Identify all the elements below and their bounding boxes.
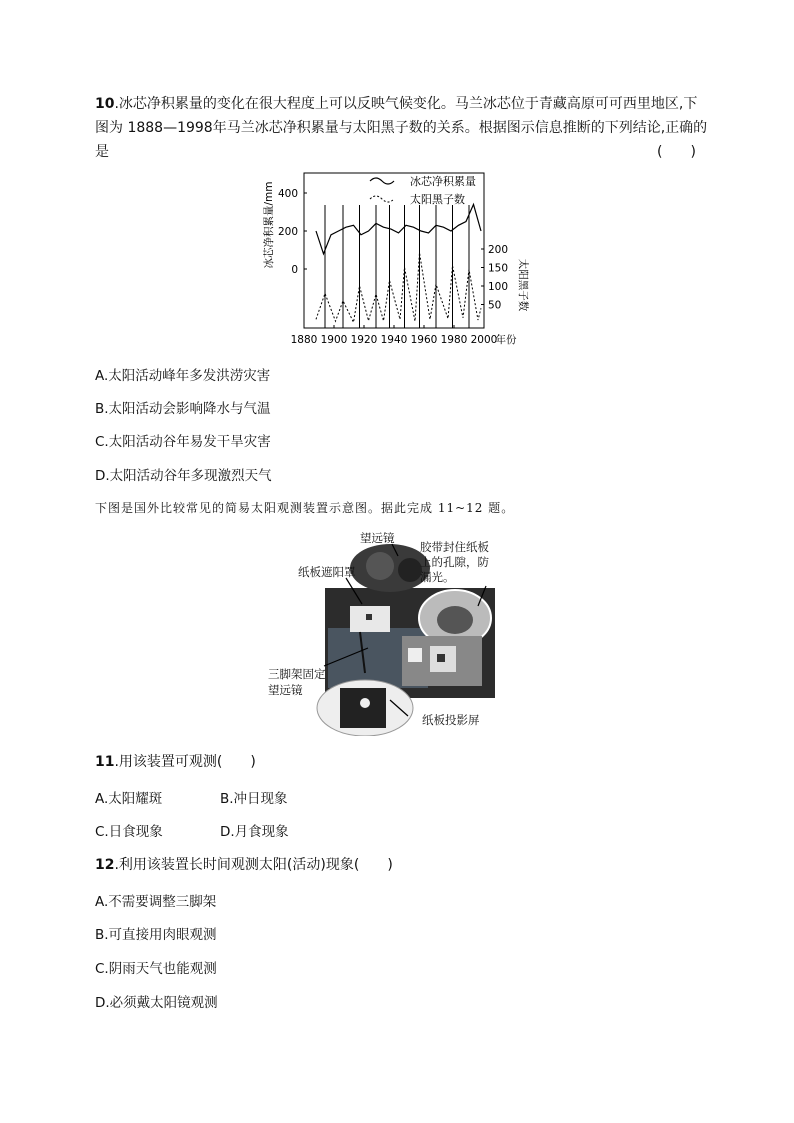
label-tape — [420, 540, 489, 585]
q10-text-3: 是 — [95, 144, 109, 160]
q11-option-c[interactable]: C.日食现象 — [95, 824, 163, 840]
y-left-tick-label-400: 400 — [277, 188, 298, 200]
label-telescope: 望远镜 — [360, 531, 395, 545]
q10-line3 — [95, 140, 715, 164]
legend-ice-core-swatch — [370, 178, 394, 184]
q10-text-1: .冰芯净积累量的变化在很大程度上可以反映气候变化。马兰冰芯位于青藏高原可可西里地区,下 — [114, 96, 698, 112]
q11-option-a[interactable]: A.太阳耀斑 — [95, 791, 163, 807]
y-left-axis-label: 冰芯净积累量/mm — [263, 181, 275, 269]
q10-option-d[interactable]: D.太阳活动谷年多现激烈天气 — [95, 468, 272, 484]
q10-number: 10 — [95, 96, 115, 112]
question-12 — [95, 853, 393, 877]
shade-board-hole — [366, 614, 372, 620]
solar-observation-device-figure — [268, 528, 502, 736]
q11-number: 11 — [95, 754, 115, 770]
q12-option-c[interactable]: C.阴雨天气也能观测 — [95, 961, 217, 977]
label-tripod-line-1: 三脚架固定 — [268, 667, 326, 681]
label-tape-line-2: 上的孔隙，防 — [420, 555, 489, 569]
label-tripod-line-2: 望远镜 — [268, 683, 303, 697]
x-tick-label-1900: 1900 — [320, 334, 348, 346]
q12-option-b[interactable]: B.可直接用肉眼观测 — [95, 927, 217, 943]
q10-line2: 图为 1888—1998年马兰冰芯净积累量与太阳黑子数的关系。根据图示信息推断的下列结论,正确的 — [95, 120, 708, 136]
q12-option-d[interactable]: D.必须戴太阳镜观测 — [95, 995, 218, 1011]
screen-spot — [437, 654, 445, 662]
y-right-axis-label: 太阳黑子数 — [517, 258, 529, 312]
q11-text: .用该装置可观测( ) — [114, 754, 256, 770]
q10-option-b[interactable]: B.太阳活动会影响降水与气温 — [95, 401, 271, 417]
label-screen: 纸板投影屏 — [422, 713, 480, 727]
small-board — [408, 648, 422, 662]
y-right-tick-label-100: 100 — [488, 281, 509, 293]
tape-hole — [437, 606, 473, 634]
x-tick-label-1980: 1980 — [440, 334, 468, 346]
question-10 — [95, 92, 715, 164]
x-axis-label: 年份 — [495, 334, 517, 346]
y-right-tick-label-150: 150 — [488, 262, 509, 275]
y-left-tick-label-0: 0 — [291, 264, 298, 276]
q10-answer-blank[interactable]: ( ) — [657, 144, 696, 160]
q11-option-b[interactable]: B.冲日现象 — [220, 791, 288, 807]
q10-option-a[interactable]: A.太阳活动峰年多发洪涝灾害 — [95, 368, 271, 384]
y-right-tick-label-50: 50 — [488, 299, 502, 312]
legend-sunspot-swatch — [370, 196, 394, 202]
x-tick-label-1960: 1960 — [410, 334, 438, 346]
series-sunspot-line — [316, 253, 481, 323]
q12-option-a[interactable]: A.不需要调整三脚架 — [95, 894, 217, 910]
q10-option-c[interactable]: C.太阳活动谷年易发干旱灾害 — [95, 434, 271, 450]
y-right-tick-label-200: 200 — [488, 244, 509, 256]
intro-text: 下图是国外比较常见的简易太阳观测装置示意图。据此完成 11~12 题。 — [95, 501, 515, 515]
label-shade: 纸板遮阳罩 — [298, 565, 356, 579]
q12-number: 12 — [95, 857, 115, 873]
legend-ice-core-label: 冰芯净积累量 — [410, 175, 476, 188]
x-tick-label-1920: 1920 — [350, 334, 378, 346]
q12-text: .利用该装置长时间观测太阳(活动)现象( ) — [114, 857, 393, 873]
q10-line1 — [95, 92, 715, 116]
x-tick-label-2000: 2000 — [470, 334, 498, 346]
question-11 — [95, 750, 256, 774]
telescope-lens — [366, 552, 394, 580]
sun-image-dot — [360, 698, 370, 708]
x-tick-label-1880: 1880 — [290, 334, 318, 346]
sunspot-ice-core-chart — [262, 165, 542, 355]
y-left-tick-label-200: 200 — [277, 226, 298, 238]
q11-option-d[interactable]: D.月食现象 — [220, 824, 289, 840]
telescope-lens-2 — [398, 558, 422, 582]
chart-svg — [262, 165, 542, 355]
label-tape-line-3: 漏光。 — [420, 570, 455, 584]
series-ice-core-line — [316, 204, 481, 253]
label-tape-line-1: 胶带封住纸板 — [420, 540, 489, 554]
x-tick-label-1940: 1940 — [380, 334, 408, 346]
label-tripod — [268, 666, 326, 698]
legend-sunspot-label: 太阳黑子数 — [410, 193, 465, 206]
screen-board-inset — [340, 688, 386, 728]
